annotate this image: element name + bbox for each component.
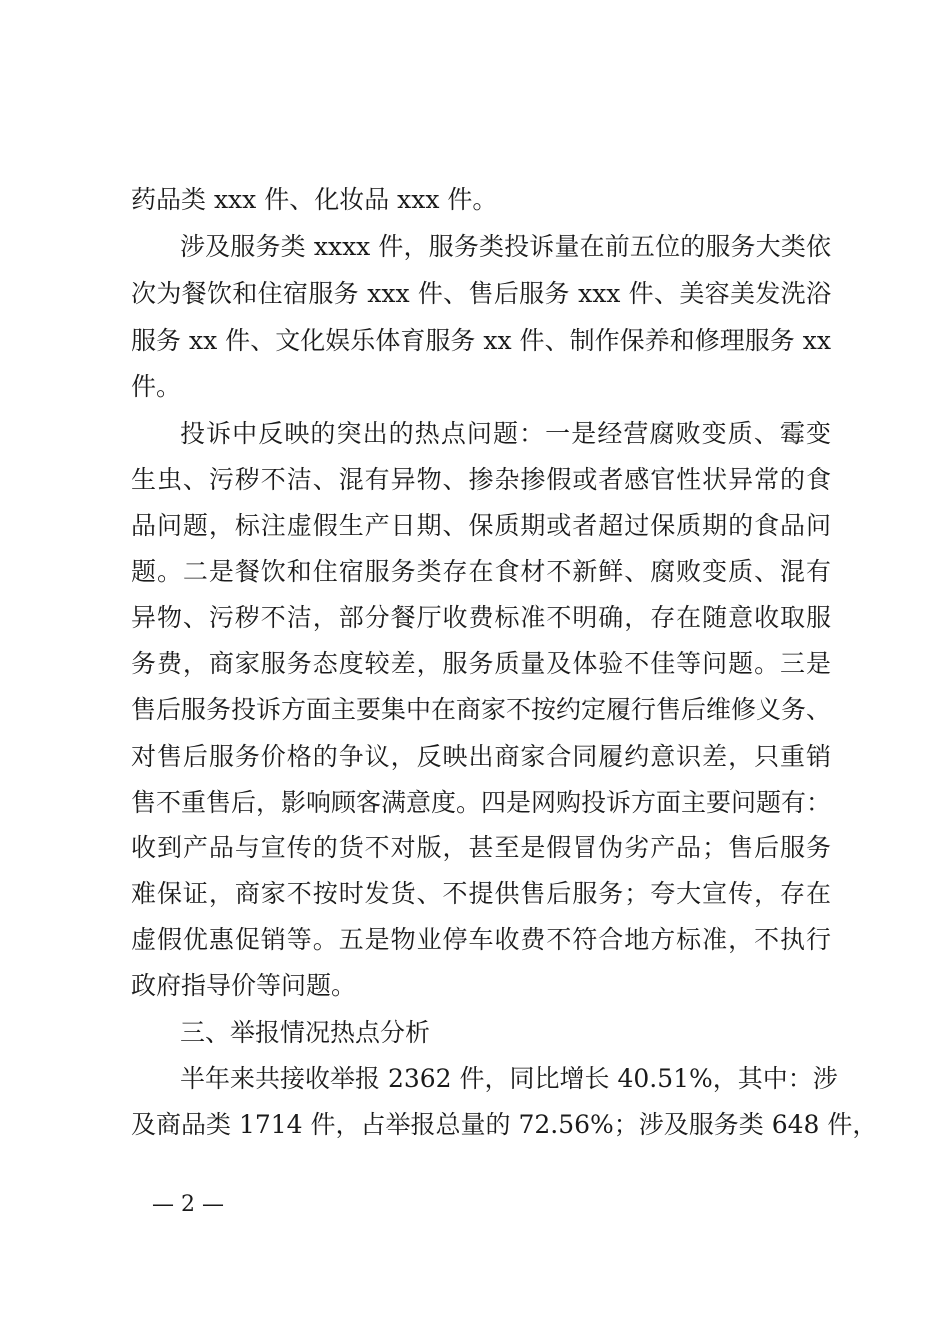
paragraph-line: 对售后服务价格的争议，反映出商家合同履约意识差，只重销 <box>131 742 831 771</box>
paragraph-line: 服务 xx 件、文化娱乐体育服务 xx 件、制作保养和修理服务 xx <box>131 326 831 355</box>
paragraph-line: 售不重售后，影响顾客满意度。四是网购投诉方面主要问题有： <box>131 788 832 817</box>
paragraph-line: 虚假优惠促销等。五是物业停车收费不符合地方标准，不执行 <box>131 925 831 954</box>
page-number: — 2 — <box>152 1192 224 1217</box>
paragraph-line: 政府指导价等问题。 <box>131 971 357 1000</box>
paragraph-line: 生虫、污秽不洁、混有异物、掺杂掺假或者感官性状异常的食 <box>131 465 831 494</box>
paragraph-line: 投诉中反映的突出的热点问题：一是经营腐败变质、霉变 <box>180 419 831 448</box>
paragraph-line: 涉及服务类 xxxx 件，服务类投诉量在前五位的服务大类依 <box>180 232 831 261</box>
paragraph-line: 异物、污秽不洁，部分餐厅收费标准不明确，存在随意收取服 <box>131 603 831 632</box>
paragraph-line: 题。二是餐饮和住宿服务类存在食材不新鲜、腐败变质、混有 <box>131 557 831 586</box>
paragraph-line: 半年来共接收举报 2362 件，同比增长 40.51%，其中：涉 <box>180 1064 838 1093</box>
paragraph-line: 次为餐饮和住宿服务 xxx 件、售后服务 xxx 件、美容美发洗浴 <box>131 279 831 308</box>
paragraph-line: 品问题，标注虚假生产日期、保质期或者超过保质期的食品问 <box>131 511 831 540</box>
paragraph-line: 售后服务投诉方面主要集中在商家不按约定履行售后维修义务、 <box>131 695 832 724</box>
paragraph-line: 难保证，商家不按时发货、不提供售后服务；夸大宣传，存在 <box>131 879 831 908</box>
paragraph-line: 收到产品与宣传的货不对版，甚至是假冒伪劣产品；售后服务 <box>131 833 831 862</box>
paragraph-line: 及商品类 1714 件，占举报总量的 72.56%；涉及服务类 648 件， <box>131 1110 878 1139</box>
section-heading: 三、举报情况热点分析 <box>180 1018 431 1047</box>
paragraph-line: 件。 <box>131 372 182 401</box>
paragraph-line: 药品类 xxx 件、化妆品 xxx 件。 <box>131 185 498 214</box>
paragraph-line: 务费，商家服务态度较差，服务质量及体验不佳等问题。三是 <box>131 649 831 678</box>
